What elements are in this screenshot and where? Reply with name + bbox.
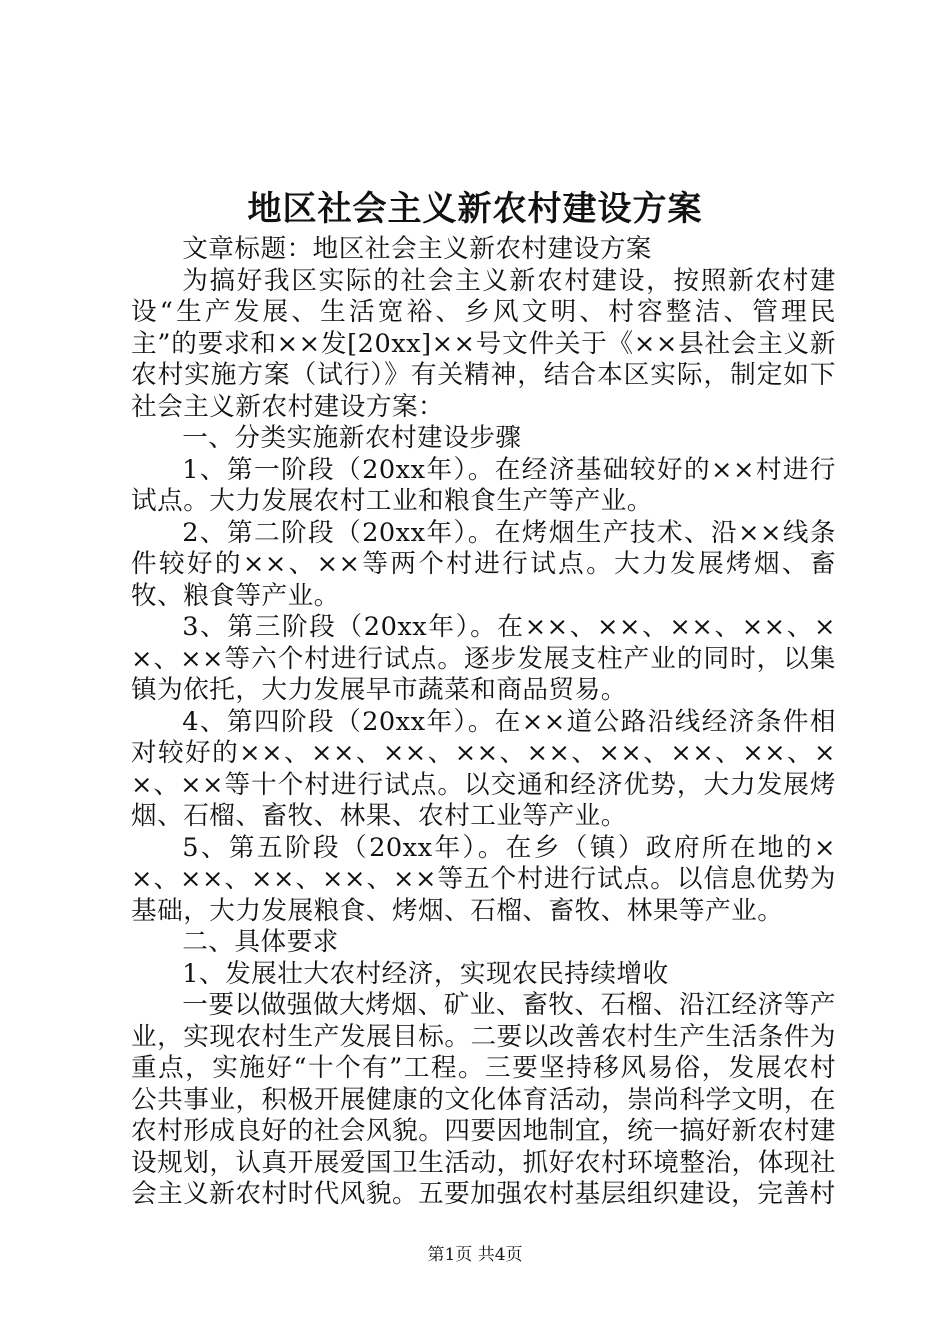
section-heading-2: 二、具体要求 (182, 927, 339, 957)
page-footer (0, 1243, 950, 1267)
document-title: 地区社会主义新农村建设方案 (247, 189, 703, 229)
stage-2-paragraph: 2、第二阶段（20xx年）。在烤烟生产技术、沿××线条件较好的××、××等两个村进行试点。大力发展烤烟、畜牧、粮食等产业。 (131, 517, 836, 611)
intro-paragraph: 为搞好我区实际的社会主义新农村建设，按照新农村建设“生产发展、生活宽裕、乡风文明、村容整洁、管理民主”的要求和××发[20xx]××号文件关于《××县社会主义新农村实施方案（试行）》有关精神，结合本区实际，制定如下社会主义新农村建设方案： (131, 265, 836, 422)
stage-1-paragraph: 1、第一阶段（20xx年）。在经济基础较好的××村进行试点。大力发展农村工业和粮食生产等产业。 (131, 454, 836, 516)
document-body (131, 234, 836, 1211)
stage-5-paragraph: 5、第五阶段（20xx年）。在乡（镇）政府所在地的××、××、××、××、××等五个村进行试点。以信息优势为基础，大力发展粮食、烤烟、石榴、畜牧、林果等产业。 (131, 832, 836, 926)
subsection-heading-1: 1、发展壮大农村经济，实现农民持续增收 (182, 958, 669, 989)
section-heading-1: 一、分类实施新农村建设步骤 (182, 423, 522, 453)
page-indicator: 第1页 共4页 (427, 1245, 523, 1265)
requirements-paragraph: 一要以做强做大烤烟、矿业、畜牧、石榴、沿江经济等产业，实现农村生产发展目标。二要以改善农村生产生活条件为重点，实施好“十个有”工程。三要坚持移风易俗，发展农村公共事业，积极开展健康的文化体育活动，崇尚科学文明，在农村形成良好的社会风貌。四要因地制宜，统一搞好新农村建设规划，认真开展爱国卫生活动，抓好农村环境整治，体现社会主义新农村时代风貌。五要加强农村基层组织建设，完善村 (131, 990, 836, 1209)
stage-3-paragraph: 3、第三阶段（20xx年）。在××、××、××、××、××、××等六个村进行试点。逐步发展支柱产业的同时，以集镇为依托，大力发展早市蔬菜和商品贸易。 (131, 612, 836, 705)
stage-4-paragraph: 4、第四阶段（20xx年）。在××道公路沿线经济条件相对较好的××、××、××、××、××、××、××、××、××、××等十个村进行试点。以交通和经济优势，大力发展烤烟、石榴、畜牧、林果、农村工业等产业。 (131, 706, 836, 831)
article-title-line: 文章标题：地区社会主义新农村建设方案 (182, 234, 652, 264)
